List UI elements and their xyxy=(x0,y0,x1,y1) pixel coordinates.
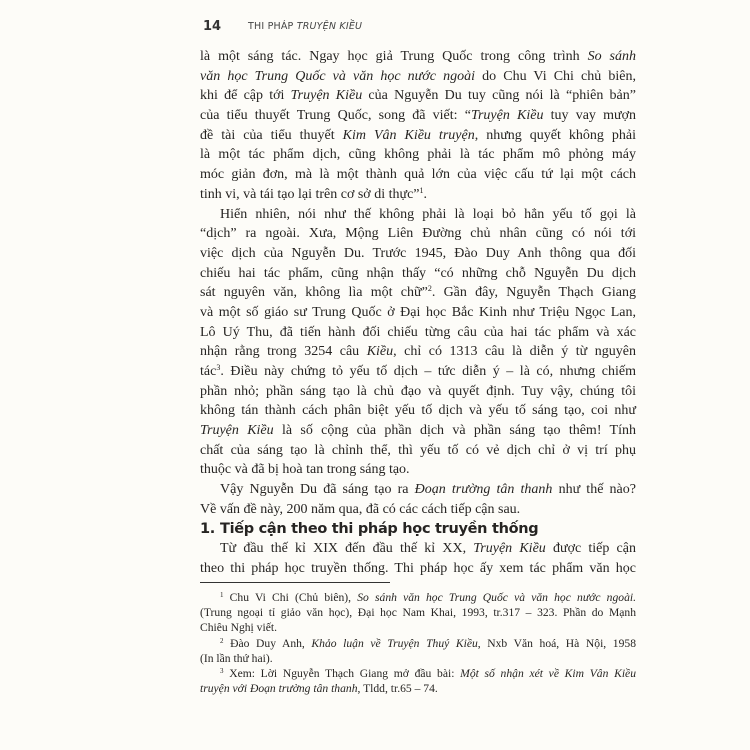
italic-text: Một số nhận xét về Kim Vân Kiều xyxy=(460,666,636,680)
text-run: . xyxy=(423,186,428,202)
text-run: Xem: Lời Nguyễn Thạch Giang mở đầu bài: xyxy=(223,666,461,680)
footnote-divider xyxy=(200,582,390,583)
italic-text: So sánh xyxy=(587,49,636,64)
text-line xyxy=(200,165,636,185)
text-line xyxy=(200,362,636,382)
text-line xyxy=(200,323,636,343)
text-run: Từ đầu thế kỉ XIX đến đầu thế kỉ XX, xyxy=(220,541,474,557)
footnote-ref[interactable]: 1 xyxy=(220,591,224,599)
italic-text: truyện với Đoạn trường tân thanh xyxy=(200,682,358,696)
italic-text: Đoạn trường tân thanh xyxy=(414,482,553,498)
text-run: theo thi pháp học truyền thống. Thi pháp học ấy xem tác phẩm văn học xyxy=(200,560,636,576)
text-line xyxy=(200,651,636,666)
text-run: là số cộng của phần dịch và phần sáng tạo thêm! Tính xyxy=(273,423,636,439)
text-run: là một sáng tác. Ngay học giả Trung Quốc trong công trình xyxy=(200,49,588,64)
italic-text: Kiều xyxy=(366,344,394,360)
footnote xyxy=(200,590,636,636)
italic-text: Kim Vân Kiều truyện xyxy=(342,127,475,143)
text-run: là một tác phẩm dịch, cũng không phải là tác phẩm mô phỏng máy xyxy=(200,147,636,163)
text-run: việc dịch của Nguyễn Du. Trước 1945, Đào Duy Anh thông qua đối xyxy=(200,245,636,261)
text-run: không tán thành cách phân biệt yếu tố dịch và yếu tố sáng tạo, coi như xyxy=(200,403,636,419)
running-header xyxy=(248,21,362,32)
text-run: Chiêu Nghị viết. xyxy=(200,621,277,635)
text-line xyxy=(200,539,636,559)
text-run: do Chu Vi Chi chủ biên, xyxy=(475,68,636,84)
italic-text: So sánh văn học Trung Quốc và văn học nước ngoài. xyxy=(357,591,636,604)
text-run: của Nguyễn Du tuy cũng nói là “phiên bản” xyxy=(362,88,636,104)
running-header-plain: THI PHÁP xyxy=(248,21,297,32)
text-run: . Điều này chứng tỏ yếu tố dịch – tức diễn ý – là có, nhưng chiếm xyxy=(220,364,636,379)
text-line xyxy=(200,500,636,520)
text-line xyxy=(200,244,636,264)
text-line xyxy=(200,224,636,244)
text-line xyxy=(200,590,636,605)
footnote-ref[interactable]: 3 xyxy=(216,363,221,372)
text-run: thuộc và đã bị hoà tan trong sáng tạo. xyxy=(200,462,410,478)
text-line xyxy=(200,205,636,225)
footnote xyxy=(200,636,636,666)
paragraph xyxy=(200,47,636,205)
text-line xyxy=(200,460,636,480)
text-line xyxy=(200,620,636,635)
paragraph xyxy=(200,480,636,519)
text-run: Vậy Nguyễn Du đã sáng tạo ra xyxy=(220,482,415,498)
text-line xyxy=(200,401,636,421)
italic-text: Truyện Kiều xyxy=(473,541,546,557)
text-line xyxy=(200,86,636,106)
text-run: tuy vay mượn xyxy=(543,108,636,124)
footnote-ref[interactable]: 2 xyxy=(220,636,224,645)
text-run: , Nxb Văn hoá, Hà Nội, 1958 xyxy=(477,636,636,650)
section-number: 1. xyxy=(200,520,215,537)
text-line xyxy=(200,636,636,651)
text-line xyxy=(200,342,636,362)
footnote-ref[interactable]: 2 xyxy=(427,284,432,294)
text-run: khi để cập tới xyxy=(200,88,291,104)
text-run: đề tài của tiểu thuyết xyxy=(200,127,343,143)
text-run: tác xyxy=(200,364,217,379)
text-run: được tiếp cận xyxy=(545,541,636,557)
text-run: móc giản đơn, mà là một thành quả lớn của việc cấu tứ lại một cách xyxy=(200,167,636,183)
text-line xyxy=(200,421,636,441)
text-run: . Gần đây, Nguyễn Thạch Giang xyxy=(431,285,636,301)
body-text xyxy=(200,47,636,579)
section-title: Tiếp cận theo thi pháp học truyền thống xyxy=(220,520,539,537)
text-line xyxy=(200,145,636,165)
text-run: Đào Duy Anh, xyxy=(223,636,312,650)
text-run: (Trung ngoại tỉ giảo văn học), Đại học Nam Khai, 1993, tr.317 – 323. Phần do Mạnh xyxy=(200,606,636,620)
text-line xyxy=(200,559,636,579)
italic-text: Truyện Kiều xyxy=(200,423,274,439)
text-run: của tiểu thuyết Trung Quốc, song đã viết: “ xyxy=(200,108,471,124)
text-run: và một số giáo sư Trung Quốc ở Đại học Bắc Kinh như Triệu Ngọc Lan, xyxy=(200,304,636,320)
italic-text: Truyện Kiều xyxy=(470,108,544,124)
paragraph xyxy=(200,205,636,481)
text-run: chiếu hai tác phẩm, cũng nhận thấy “có những chỗ Nguyễn Du dịch xyxy=(200,265,636,281)
text-run: Hiển nhiên, nói như thế không phải là loại bỏ hẳn yếu tố gọi là xyxy=(220,206,636,222)
paragraph xyxy=(200,539,636,578)
text-line xyxy=(200,283,636,303)
text-line xyxy=(200,47,636,67)
text-run: như thế nào? xyxy=(552,482,636,498)
text-line xyxy=(200,106,636,126)
text-line xyxy=(200,666,636,681)
page-number: 14 xyxy=(203,19,222,34)
text-line xyxy=(200,303,636,323)
text-line xyxy=(200,681,636,696)
footnotes xyxy=(200,590,636,696)
text-run: nhận rằng trong 3254 câu xyxy=(200,344,367,360)
section-heading xyxy=(200,520,636,540)
text-run: (In lần thứ hai). xyxy=(200,651,273,665)
text-run: Lô Uý Thu, đã tiến hành đối chiếu từng câu của hai tác phẩm và xác xyxy=(200,324,636,340)
text-run: “dịch” ra ngoài. Xưa, Mộng Liên Đường chủ nhân cũng có nói tới xyxy=(200,226,636,242)
text-run: , nhưng quyết không phải xyxy=(474,127,636,143)
text-line xyxy=(200,480,636,500)
italic-text: Truyện Kiều xyxy=(290,88,363,104)
text-run: tinh vi, và tái tạo lại trên cơ sở di thực” xyxy=(200,186,420,202)
footnote-ref[interactable]: 3 xyxy=(220,666,224,675)
text-line xyxy=(200,441,636,461)
text-line xyxy=(200,126,636,146)
italic-text: văn học Trung Quốc và văn học nước ngoài xyxy=(200,68,475,84)
text-line xyxy=(200,382,636,402)
text-run: , Tldd, tr.65 – 74. xyxy=(357,682,438,696)
text-run: phần nhỏ; phần sáng tạo là chủ đạo và quyết định. Tuy vậy, chúng tôi xyxy=(200,383,636,399)
text-line xyxy=(200,67,636,87)
text-run: Chu Vi Chi (Chủ biên), xyxy=(223,591,358,604)
text-run: chất của sáng tạo là chỉnh thể, thì yếu tố có vẻ dịch chỉ ở vị trí phụ xyxy=(200,442,636,458)
footnote xyxy=(200,666,636,696)
running-header-italic: TRUYỆN KIỀU xyxy=(296,21,363,32)
italic-text: Khảo luận về Truyện Thuý Kiều xyxy=(311,636,478,650)
footnote-ref[interactable]: 1 xyxy=(419,185,424,195)
text-run: sát nguyên văn, không lìa một chữ” xyxy=(200,285,428,301)
text-run: , chỉ có 1313 câu là diễn ý từ nguyên xyxy=(393,344,636,360)
text-line xyxy=(200,605,636,620)
text-run: Về vấn đề này, 200 năm qua, đã có các cách tiếp cận sau. xyxy=(200,501,521,517)
text-line xyxy=(200,185,636,205)
text-line xyxy=(200,264,636,284)
